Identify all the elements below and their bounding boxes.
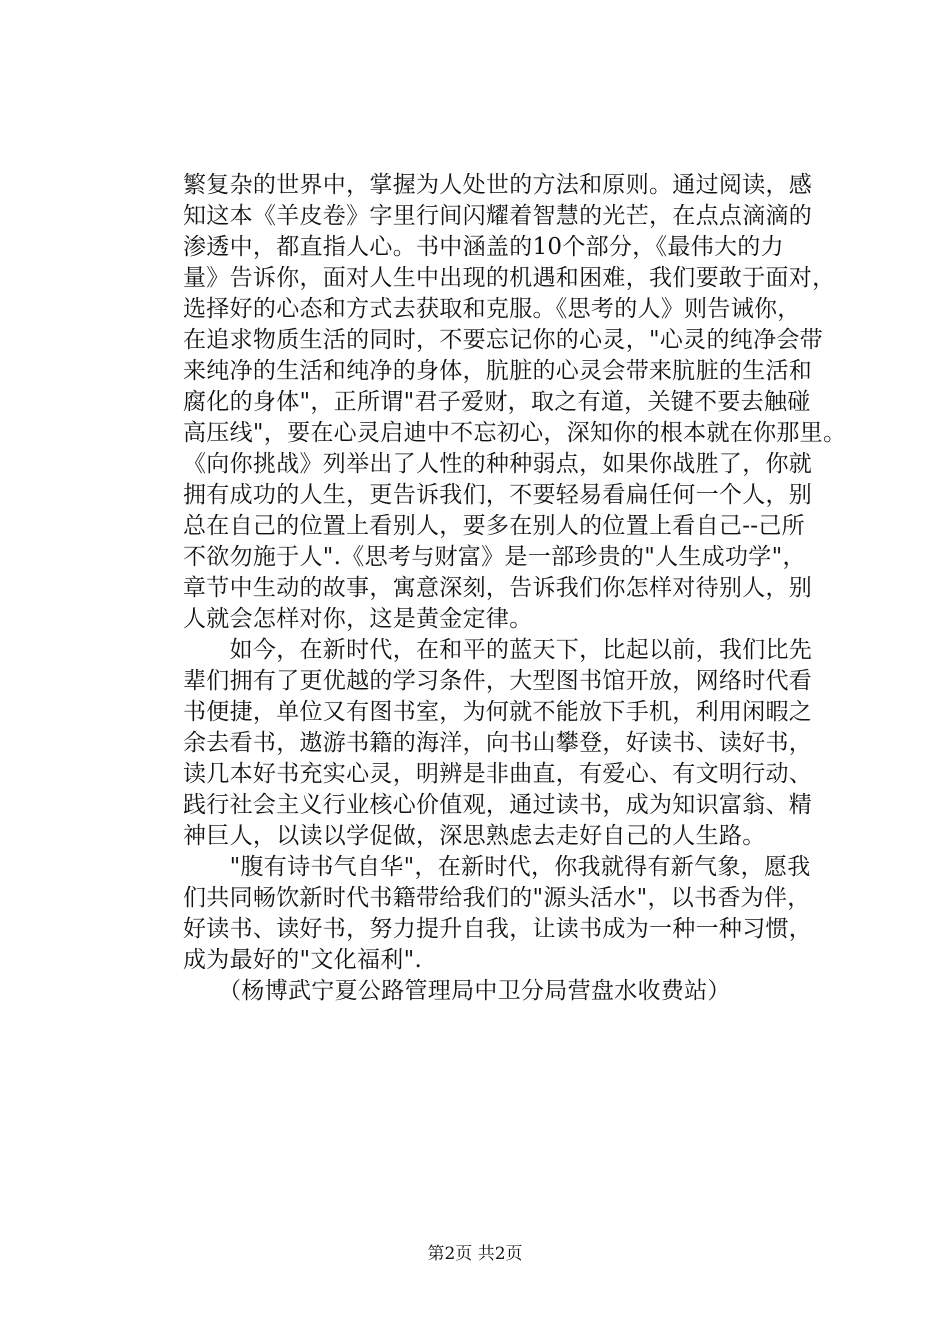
text-line: 在追求物质生活的同时，不要忘记你的心灵，"心灵的纯净会带: [183, 327, 823, 353]
text-line: 人就会怎样对你，这是黄金定律。: [183, 606, 533, 632]
text-line: 如今，在新时代，在和平的蓝天下，比起以前，我们比先: [183, 637, 813, 663]
text-line: "腹有诗书气自华"，在新时代，你我就得有新气象，愿我: [183, 854, 811, 880]
text-line: 来纯净的生活和纯净的身体，肮脏的心灵会带来肮脏的生活和: [183, 358, 813, 384]
text-line: 知这本《羊皮卷》字里行间闪耀着智慧的光芒，在点点滴滴的: [183, 203, 813, 229]
text-line: 高压线"，要在心灵启迪中不忘初心，深知你的根本就在你那里。: [183, 420, 847, 446]
text-line: 渗透中，都直指人心。书中涵盖的10个部分，《最伟大的力: [183, 234, 784, 260]
text-line: 《向你挑战》列举出了人性的种种弱点，如果你战胜了，你就: [183, 451, 813, 477]
text-line: 读几本好书充实心灵，明辨是非曲直，有爱心、有文明行动、: [183, 761, 813, 787]
text-line: 腐化的身体"，正所谓"君子爱财，取之有道，关键不要去触碰: [183, 389, 811, 415]
text-line: 书便捷，单位又有图书室，为何就不能放下手机，利用闲暇之: [183, 699, 813, 725]
text-line: 总在自己的位置上看别人，要多在别人的位置上看自己--己所: [183, 513, 805, 539]
text-line: 们共同畅饮新时代书籍带给我们的"源头活水"，以书香为伴，: [183, 885, 811, 911]
text-line: 不欲勿施于人".《思考与财富》是一部珍贵的"人生成功学"，: [183, 544, 806, 570]
page-number: 第2页 共2页: [427, 1244, 523, 1264]
text-line: 章节中生动的故事，寓意深刻，告诉我们你怎样对待别人，别: [183, 575, 813, 601]
text-line: 繁复杂的世界中，掌握为人处世的方法和原则。通过阅读，感: [183, 172, 813, 198]
text-line: 神巨人，以读以学促做，深思熟虑去走好自己的人生路。: [183, 823, 766, 849]
text-line: 量》告诉你，面对人生中出现的机遇和困难，我们要敢于面对，: [183, 265, 836, 291]
text-line: 好读书、读好书，努力提升自我，让读书成为一种一种习惯，: [183, 916, 813, 942]
text-line: 选择好的心态和方式去获取和克服。《思考的人》则告诫你，: [183, 296, 801, 322]
author-affiliation: （杨博武宁夏公路管理局中卫分局营盘水收费站）: [183, 978, 731, 1004]
article-body: [183, 170, 873, 1007]
text-line: 辈们拥有了更优越的学习条件，大型图书馆开放，网络时代看: [183, 668, 813, 694]
text-line: 拥有成功的人生，更告诉我们，不要轻易看扁任何一个人，别: [183, 482, 813, 508]
text-line: 余去看书，遨游书籍的海洋，向书山攀登，好读书、读好书，: [183, 730, 813, 756]
text-line: 践行社会主义行业核心价值观，通过读书，成为知识富翁、精: [183, 792, 813, 818]
text-line: 成为最好的"文化福利".: [183, 947, 423, 973]
